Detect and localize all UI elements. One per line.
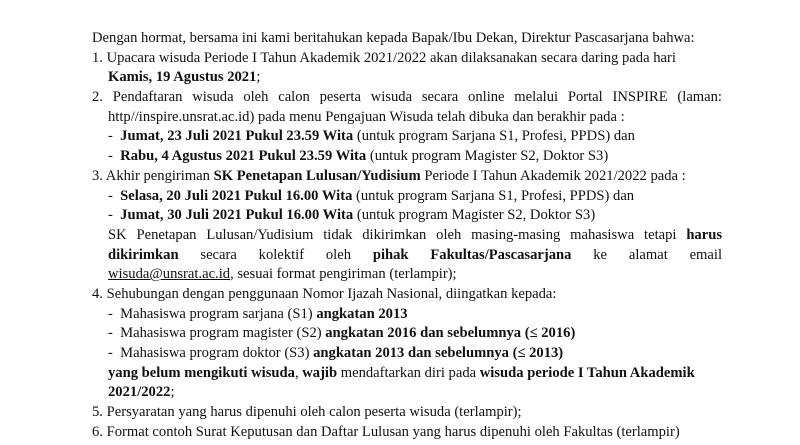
punctuation: ; bbox=[256, 69, 261, 86]
item-4 bbox=[92, 285, 722, 305]
intro-line bbox=[92, 29, 722, 49]
item-2-text: Pendaftaran wisuda oleh calon peserta wisuda secara online melalui Portal INSPIRE (laman: bbox=[112, 89, 722, 106]
item-1 bbox=[92, 49, 722, 69]
para-bold: harus bbox=[686, 226, 722, 243]
bullet-bold: angkatan 2013 dan sebelumnya (≤ 2013) bbox=[313, 345, 564, 361]
item-2-bullet-2 bbox=[92, 147, 722, 167]
para-text: secara kolektif oleh bbox=[178, 246, 373, 263]
item-3-para-2 bbox=[92, 246, 722, 266]
dash: - bbox=[108, 325, 113, 342]
item-number: 2. bbox=[92, 89, 103, 106]
item-4-cont-2 bbox=[92, 383, 722, 403]
text: , bbox=[294, 364, 303, 381]
email-link[interactable]: wisuda@unsrat.ac.id bbox=[108, 266, 231, 283]
dash: - bbox=[108, 148, 113, 165]
item-5-text: Persyaratan yang harus dipenuhi oleh calon peserta wisuda (terlampir); bbox=[106, 404, 522, 421]
bullet-text: Mahasiswa program magister (S2) bbox=[120, 325, 326, 342]
intro-text: Dengan hormat, bersama ini kami beritahukan kepada Bapak/Ibu Dekan, Direktur Pascasarjana bahwa: bbox=[92, 30, 695, 46]
dash: - bbox=[108, 305, 113, 322]
item-3 bbox=[92, 167, 722, 187]
item-3-para-3 bbox=[92, 265, 722, 285]
item-4-text: Sehubungan dengan penggunaan Nomor Ijazah Nasional, diingatkan kepada: bbox=[106, 285, 557, 302]
item-number: 1. bbox=[92, 49, 103, 66]
para-text: ke alamat email bbox=[571, 246, 722, 263]
dash: - bbox=[108, 187, 113, 204]
item-2-cont bbox=[92, 108, 722, 128]
letter-body bbox=[92, 29, 722, 442]
bullet-rest: (untuk program Sarjana S1, Profesi, PPDS) dan bbox=[353, 128, 635, 145]
item-3-pre: Akhir pengiriman bbox=[105, 167, 214, 184]
bold-text: wajib bbox=[302, 364, 338, 381]
item-3-post: Periode I Tahun Akademik 2021/2022 pada : bbox=[420, 167, 686, 184]
bold-text: wisuda periode I Tahun Akademik bbox=[479, 364, 695, 381]
item-4-bullet-1 bbox=[92, 305, 722, 325]
item-number: 4. bbox=[92, 285, 103, 302]
bullet-text: Mahasiswa program sarjana (S1) bbox=[120, 305, 317, 322]
dash: - bbox=[108, 128, 113, 145]
item-number: 3. bbox=[92, 167, 103, 184]
bullet-rest: (untuk program Magister S2, Doktor S3) bbox=[366, 148, 609, 165]
item-3-para-1 bbox=[92, 226, 722, 246]
para-text: , sesuai format pengiriman (terlampir); bbox=[230, 266, 457, 283]
item-number: 6. bbox=[92, 423, 103, 440]
dash: - bbox=[108, 345, 113, 361]
deadline-s2: Rabu, 4 Agustus 2021 Pukul 23.59 Wita bbox=[120, 148, 367, 165]
item-2 bbox=[92, 88, 722, 108]
text: mendaftarkan diri pada bbox=[337, 364, 480, 381]
para-bold: dikirimkan bbox=[108, 246, 179, 263]
item-5 bbox=[92, 403, 722, 423]
item-6 bbox=[92, 423, 722, 443]
item-3-bullet-2 bbox=[92, 206, 722, 226]
bullet-bold: angkatan 2013 bbox=[316, 305, 408, 322]
para-text: SK Penetapan Lulusan/Yudisium tidak dikirimkan oleh masing-masing mahasiswa tetapi bbox=[108, 226, 687, 243]
bullet-bold: angkatan 2016 dan sebelumnya (≤ 2016) bbox=[325, 325, 576, 342]
ceremony-date: Kamis, 19 Agustus 2021 bbox=[108, 69, 257, 86]
bold-text: 2021/2022 bbox=[108, 384, 171, 401]
deadline-s1: Jumat, 23 Juli 2021 Pukul 23.59 Wita bbox=[120, 128, 354, 145]
item-4-bullet-2 bbox=[92, 324, 722, 344]
item-number: 5. bbox=[92, 404, 103, 421]
item-1-text: Upacara wisuda Periode I Tahun Akademik 2021/2022 akan dilaksanakan secara daring pada hari bbox=[106, 49, 676, 66]
bold-text: yang belum mengikuti wisuda bbox=[108, 364, 295, 381]
text: ; bbox=[170, 384, 175, 401]
sk-title: SK Penetapan Lulusan/Yudisium bbox=[213, 167, 421, 184]
item-2-text-cont: http//inspire.unsrat.ac.id) pada menu Pengajuan Wisuda telah dibuka dan berakhir pada : bbox=[108, 108, 625, 125]
para-bold: pihak Fakultas/Pascasarjana bbox=[372, 246, 572, 263]
page-fragment-top bbox=[95, 0, 139, 2]
item-6-text: Format contoh Surat Keputusan dan Daftar Lulusan yang harus dipenuhi oleh Fakultas (terlampir) bbox=[106, 423, 680, 440]
item-3-bullet-1 bbox=[92, 187, 722, 207]
sk-deadline-s1: Selasa, 20 Juli 2021 Pukul 16.00 Wita bbox=[120, 187, 353, 204]
item-1-cont bbox=[92, 68, 722, 88]
item-4-bullet-3 bbox=[92, 344, 722, 364]
bullet-rest: (untuk program Magister S2, Doktor S3) bbox=[353, 207, 596, 224]
bullet-text: Mahasiswa program doktor (S3) bbox=[120, 345, 314, 361]
item-4-cont-1 bbox=[92, 364, 722, 384]
sk-deadline-s2: Jumat, 30 Juli 2021 Pukul 16.00 Wita bbox=[120, 207, 354, 224]
item-2-bullet-1 bbox=[92, 127, 722, 147]
dash: - bbox=[108, 207, 113, 224]
bullet-rest: (untuk program Sarjana S1, Profesi, PPDS) dan bbox=[352, 187, 635, 204]
